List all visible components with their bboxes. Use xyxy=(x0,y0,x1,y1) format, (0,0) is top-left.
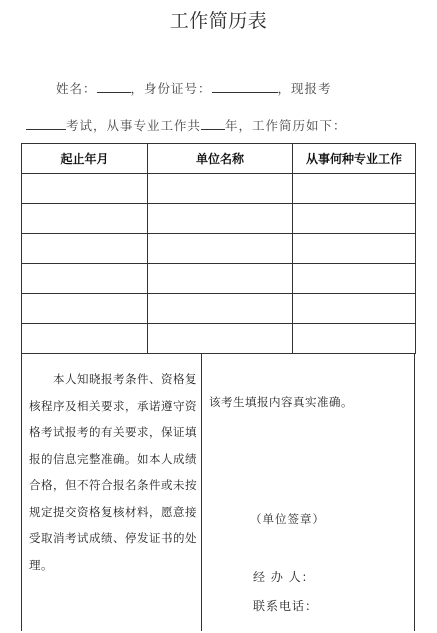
unit-seal-label: （单位签章） xyxy=(250,512,325,526)
period-cell[interactable] xyxy=(22,294,148,324)
exam-label: 考试，从事专业工作共 xyxy=(66,118,202,133)
specialty-cell[interactable] xyxy=(293,294,416,324)
pledge-text: 本人知晓报考条件、资格复核程序及相关要求，承诺遵守资格考试报考的有关要求，保证填报的信息完整准确。如本人成绩合格，但不符合报名条件或未按规定提交资格复核材料，愿意接受取消考试成绩、停发证书的处理。 xyxy=(29,372,197,572)
form-line-2 xyxy=(26,116,347,134)
table-row xyxy=(22,294,416,324)
id-number-blank[interactable] xyxy=(212,79,278,93)
specialty-cell[interactable] xyxy=(293,204,416,234)
employer-cell[interactable] xyxy=(148,264,293,294)
years-label: 年，工作简历如下： xyxy=(225,118,347,133)
page-title: 工作简历表 xyxy=(169,10,268,32)
period-cell[interactable] xyxy=(22,324,148,354)
apply-label: ，现报考 xyxy=(277,81,332,96)
work-history-table xyxy=(21,143,416,354)
period-cell[interactable] xyxy=(22,204,148,234)
period-cell[interactable] xyxy=(22,174,148,204)
period-cell[interactable] xyxy=(22,264,148,294)
section-divider xyxy=(201,354,202,631)
verification-statement: 该考生填报内容真实准确。 xyxy=(209,395,353,409)
specialty-cell[interactable] xyxy=(293,324,416,354)
specialty-cell[interactable] xyxy=(293,264,416,294)
specialty-cell[interactable] xyxy=(293,174,416,204)
table-row xyxy=(22,234,416,264)
pledge-text-block xyxy=(29,366,199,578)
header-specialty: 从事何种专业工作 xyxy=(293,144,416,174)
years-blank[interactable] xyxy=(201,116,225,130)
specialty-cell[interactable] xyxy=(293,234,416,264)
name-blank[interactable] xyxy=(97,79,131,93)
table-row xyxy=(22,264,416,294)
table-header-row xyxy=(22,144,416,174)
header-period: 起止年月 xyxy=(22,144,148,174)
employer-cell[interactable] xyxy=(148,294,293,324)
id-label: ，身份证号： xyxy=(130,81,212,96)
form-line-1 xyxy=(56,79,332,97)
header-employer: 单位名称 xyxy=(148,144,293,174)
phone-label: 联系电话： xyxy=(253,599,319,613)
exam-name-blank[interactable] xyxy=(26,116,66,130)
employer-cell[interactable] xyxy=(148,234,293,264)
table-row xyxy=(22,324,416,354)
table-row xyxy=(22,204,416,234)
table-row xyxy=(22,174,416,204)
declaration-section xyxy=(21,354,415,631)
handler-label: 经 办 人： xyxy=(253,570,315,584)
employer-cell[interactable] xyxy=(148,174,293,204)
period-cell[interactable] xyxy=(22,234,148,264)
employer-cell[interactable] xyxy=(148,324,293,354)
employer-cell[interactable] xyxy=(148,204,293,234)
name-label: 姓名： xyxy=(56,81,97,96)
